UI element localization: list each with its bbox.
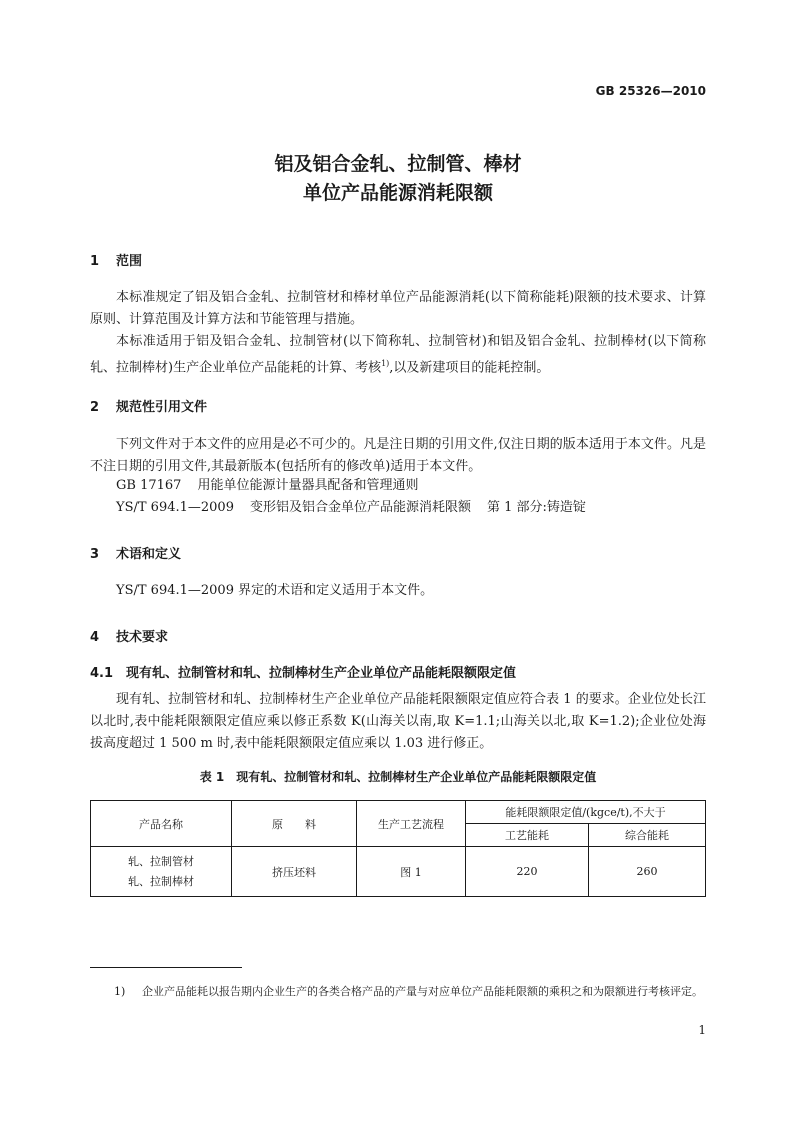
header-process-energy: 工艺能耗 <box>466 824 589 847</box>
reference-code: GB 17167 <box>116 478 182 493</box>
header-total-energy: 综合能耗 <box>589 824 706 847</box>
scope-paragraph-2 <box>90 331 706 379</box>
footnote-ref: 1) <box>381 359 390 368</box>
document-title <box>90 150 706 208</box>
title-line-2: 单位产品能源消耗限额 <box>302 182 493 204</box>
footnote <box>114 982 706 1001</box>
subsection-title: 现有轧、拉制管材和轧、拉制棒材生产企业单位产品能耗限额限定值 <box>126 666 517 681</box>
normative-refs-paragraph: 下列文件对于本文件的应用是必不可少的。凡是注日期的引用文件,仅注日期的版本适用于本文件。凡是不注日期的引用文件,其最新版本(包括所有的修改单)适用于本文件。 <box>90 437 706 474</box>
table-caption: 表 1 现有轧、拉制管材和轧、拉制棒材生产企业单位产品能耗限额限定值 <box>199 770 597 784</box>
section-title: 规范性引用文件 <box>116 400 208 415</box>
section-title: 技术要求 <box>116 630 169 645</box>
reference-item <box>116 497 586 519</box>
cell-total-energy: 260 <box>589 847 706 897</box>
section-number: 1 <box>90 254 100 269</box>
section-4-heading <box>90 626 168 645</box>
cell-material: 挤压坯料 <box>232 847 357 897</box>
header-process: 生产工艺流程 <box>357 801 466 847</box>
section-number: 3 <box>90 547 100 562</box>
requirements-paragraph: 现有轧、拉制管材和轧、拉制棒材生产企业单位产品能耗限额限定值应符合表 1 的要求。企业位处长江以北时,表中能耗限额限定值应乘以修正系数 K(山海关以南,取 K=1.1;山海关以北,取 K=1.2);企业位处海拔高度超过 1 500 m 时,表中能耗限额限定值应乘以 1.03 进行修正。 <box>90 692 706 751</box>
section-number: 4 <box>90 630 100 645</box>
product-line-2: 轧、拉制棒材 <box>128 874 194 888</box>
section-number: 2 <box>90 400 100 415</box>
page-number: 1 <box>698 1023 706 1037</box>
scope-paragraph-2-end: ,以及新建项目的能耗控制。 <box>389 360 550 376</box>
subsection-number: 4.1 <box>90 666 114 681</box>
cell-product <box>91 847 232 897</box>
reference-part: 第 1 部分:铸造锭 <box>487 500 586 515</box>
section-3-heading <box>90 543 181 562</box>
header-limit-group: 能耗限额限定值/(kgce/t),不大于 <box>466 801 706 824</box>
footnote-mark: 1) <box>114 985 126 998</box>
section-2-heading <box>90 396 207 415</box>
reference-code: YS/T 694.1—2009 <box>116 500 234 515</box>
product-line-1: 轧、拉制管材 <box>128 854 194 868</box>
reference-title: 变形铝及铝合金单位产品能源消耗限额 <box>249 500 471 515</box>
header-product: 产品名称 <box>91 801 232 847</box>
footnote-text: 企业产品能耗以报告期内企业生产的各类合格产品的产量与对应单位产品能耗限额的乘积之和为限额进行考核评定。 <box>142 985 703 998</box>
section-1-heading <box>90 250 142 269</box>
footnote-divider <box>90 967 242 968</box>
cell-process: 图 1 <box>357 847 466 897</box>
reference-title: 用能单位能源计量器具配备和管理通则 <box>197 478 419 493</box>
header-material: 原 料 <box>232 801 357 847</box>
scope-paragraph-2-text: 本标准适用于铝及铝合金轧、拉制管材(以下简称轧、拉制管材)和铝及铝合金轧、拉制棒材(以下简称轧、拉制棒材)生产企业单位产品能耗的计算、考核 <box>90 334 706 376</box>
section-title: 术语和定义 <box>116 547 182 562</box>
standard-code: GB 25326—2010 <box>595 84 706 98</box>
reference-item <box>116 475 418 497</box>
section-title: 范围 <box>116 254 143 269</box>
terms-paragraph: YS/T 694.1—2009 界定的术语和定义适用于本文件。 <box>116 583 434 598</box>
table-row <box>91 847 706 897</box>
scope-paragraph-1: 本标准规定了铝及铝合金轧、拉制管材和棒材单位产品能源消耗(以下简称能耗)限额的技术要求、计算原则、计算范围及计算方法和节能管理与措施。 <box>90 290 706 327</box>
energy-limit-table <box>90 800 706 897</box>
title-line-1: 铝及铝合金轧、拉制管、棒材 <box>274 153 522 175</box>
cell-process-energy: 220 <box>466 847 589 897</box>
subsection-4-1-heading <box>90 662 516 681</box>
